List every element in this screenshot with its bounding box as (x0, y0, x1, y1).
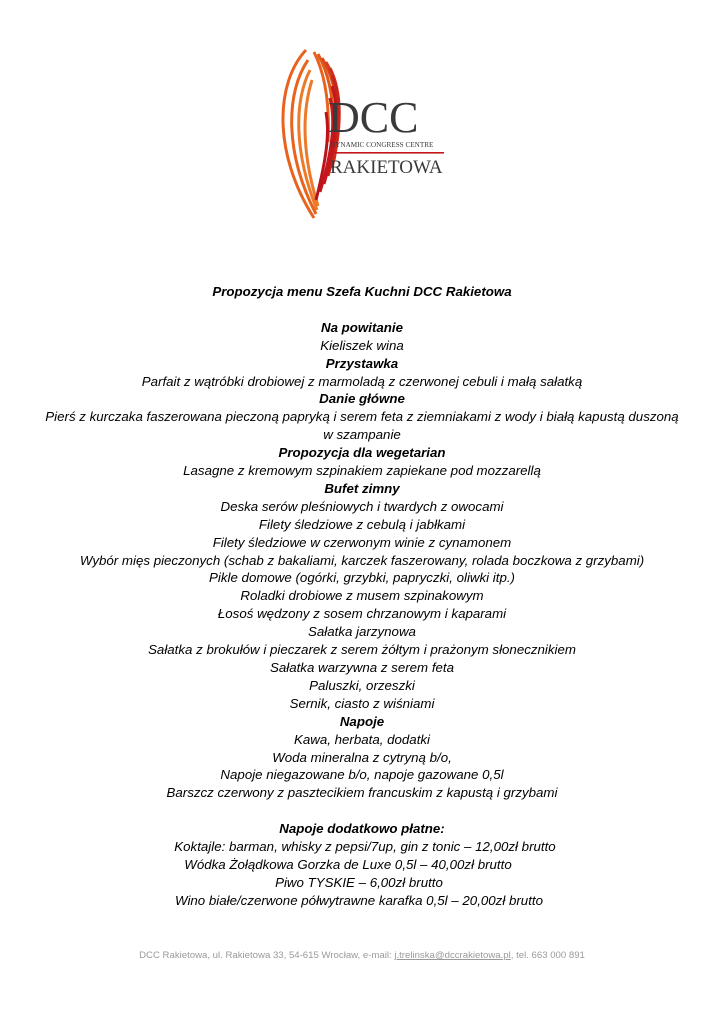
menu-item: Filety śledziowe z cebulą i jabłkami (258, 516, 466, 532)
logo-mark (254, 42, 454, 222)
menu-item: Deska serów pleśniowych i twardych z owocami (220, 498, 504, 514)
menu-item: Koktajle: barman, whisky z pepsi/7up, gin z tonic – 12,00zł brutto (174, 839, 556, 855)
menu-item: Sernik, ciasto z wiśniami (289, 695, 435, 711)
menu-item: Sałatka warzywna z serem feta (269, 660, 454, 676)
logo-name: RAKIETOWA (330, 157, 443, 178)
menu-item: Pierś z kurczaka faszerowana pieczoną papryką i serem feta z ziemniakami z wody i białą kapustą duszoną (45, 409, 679, 425)
logo-subtitle: DYNAMIC CONGRESS CENTRE (330, 141, 434, 149)
menu-item: Barszcz czerwony z pasztecikiem francuskim z kapustą i grzybami (166, 785, 558, 801)
menu-item: Wódka Żołądkowa Gorzka de Luxe 0,5l – 40,00zł brutto (184, 856, 512, 872)
menu-item: Kawa, herbata, dodatki (293, 731, 430, 747)
menu-content (40, 283, 684, 910)
menu-item: Roladki drobiowe z musem szpinakowym (240, 588, 484, 604)
menu-item: Paluszki, orzeszki (309, 677, 415, 693)
footer-phone: , tel. 663 000 891 (510, 950, 585, 961)
menu-item: Kieliszek wina (320, 337, 404, 353)
menu-item: Napoje niegazowane b/o, napoje gazowane 0,5l (220, 767, 504, 783)
vegetarian-heading: Propozycja dla wegetarian (278, 445, 446, 461)
footer (0, 950, 724, 961)
menu-item: Filety śledziowe w czerwonym winie z cynamonem (212, 534, 512, 550)
menu-item: Wino białe/czerwone półwytrawne karafka 0,5l – 20,00zł brutto (175, 892, 543, 908)
menu-item: Wybór mięs pieczonych (schab z bakaliami, karczek faszerowany, rolada boczkowa z grzybami) (79, 552, 645, 568)
menu-item: w szampanie (323, 427, 401, 443)
dcc-logo (254, 42, 454, 222)
menu-item: Łosoś wędzony z sosem chrzanowym i kaparami (217, 606, 507, 622)
menu-item: Sałatka jarzynowa (308, 624, 416, 640)
menu-item: Woda mineralna z cytryną b/o, (272, 749, 452, 765)
main-heading: Danie główne (319, 391, 405, 407)
drinks-heading: Napoje (339, 713, 385, 729)
starter-heading: Przystawka (325, 355, 399, 371)
extra-heading: Napoje dodatkowo płatne: (279, 821, 445, 837)
menu-title: Propozycja menu Szefa Kuchni DCC Rakietowa (212, 284, 512, 299)
logo-divider (330, 152, 444, 154)
menu-item: Sałatka z brokułów i pieczarek z serem żółtym i prażonym słonecznikiem (148, 642, 576, 658)
logo-title: DCC (328, 93, 419, 142)
menu-item: Pikle domowe (ogórki, grzybki, papryczki, oliwki itp.) (209, 570, 515, 586)
menu-item: Piwo TYSKIE – 6,00zł brutto (275, 874, 443, 890)
menu-item: Parfait z wątróbki drobiowej z marmoladą z czerwonej cebuli i małą sałatką (141, 373, 583, 389)
email-link[interactable]: j.trelinska@dccrakietowa.pl (394, 950, 511, 961)
menu-item: Lasagne z kremowym szpinakiem zapiekane pod mozzarellą (183, 463, 541, 479)
footer-address: DCC Rakietowa, ul. Rakietowa 33, 54-615 Wrocław, e-mail: (139, 950, 395, 961)
welcome-heading: Na powitanie (320, 319, 403, 335)
buffet-heading: Bufet zimny (324, 480, 400, 496)
